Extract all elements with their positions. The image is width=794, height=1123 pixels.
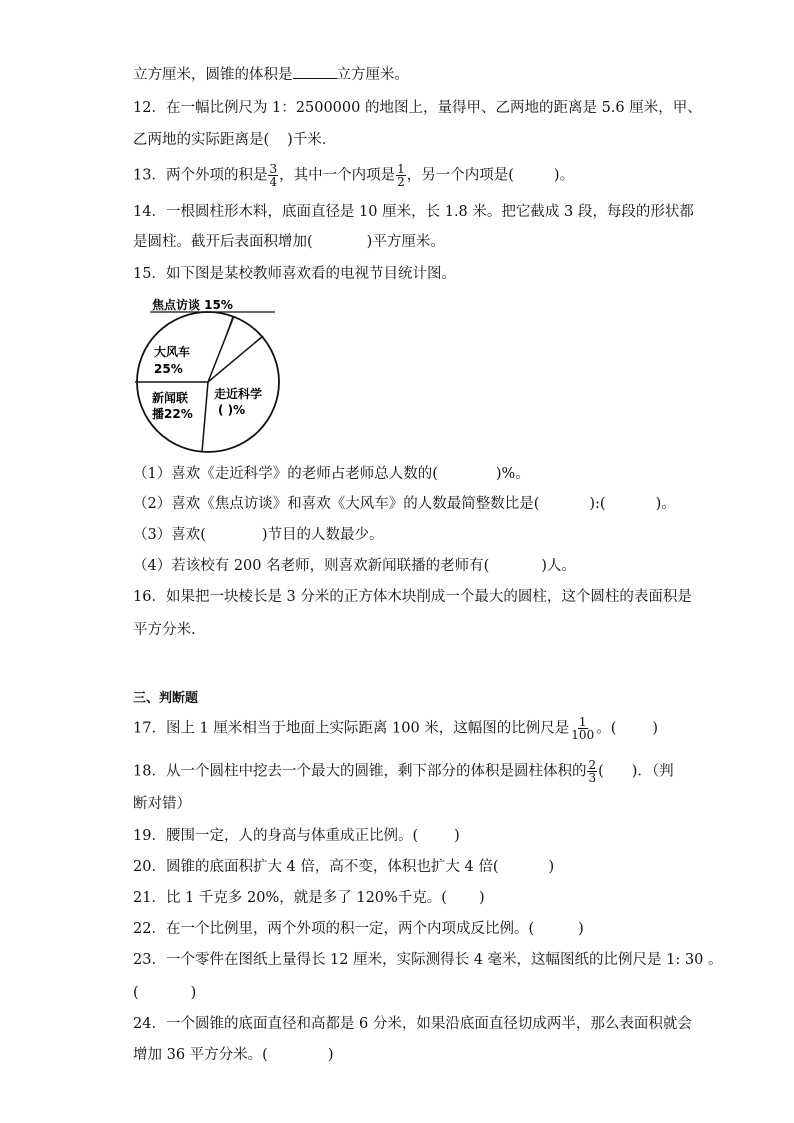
pie-pointer-line	[222, 316, 233, 347]
q23-text-a: (	[133, 985, 139, 1001]
q18-text-c: )．（判	[631, 763, 674, 780]
q12-text-a: 乙两地的实际距离是(	[133, 132, 270, 148]
q17-denominator: 100	[571, 728, 595, 742]
q12-line1: 12．在一幅比例尺为 1：2500000 的地图上，量得甲、乙两地的距离是 5.6 厘米，甲、	[133, 100, 702, 116]
q24-line1: 24．一个圆锥的底面直径和高都是 6 分米，如果沿底面直径切成两半，那么表面积就会	[133, 1016, 692, 1032]
q13-fraction-2	[396, 163, 406, 188]
q11-tail	[133, 64, 409, 85]
pie-label-jiaodian: 焦点访谈 15%	[152, 298, 233, 312]
q19-text-b: )	[454, 828, 460, 844]
q15-s1-text-b: )%。	[495, 466, 530, 482]
q13-text-d: )。	[553, 167, 575, 184]
q14-text-b: )平方厘米。	[366, 234, 445, 250]
pie-label-zoujin: 走近科学	[214, 387, 263, 401]
pie-label-xinwen: 新闻联	[152, 391, 189, 405]
q15-s4-text-a: （4）若该校有 200 名老师，则喜欢新闻联播的老师有(	[133, 558, 490, 574]
q13-text-b: ，其中一个内项是	[279, 167, 396, 184]
q18-text-b: (	[598, 763, 604, 780]
q24-line2	[133, 1045, 334, 1065]
q14-line1: 14．一根圆柱形木料，底面直径是 10 厘米，长 1.8 米。把它截成 3 段，每段的形状都	[133, 204, 694, 220]
pie-label-zoujin-pct: ( )%	[218, 403, 246, 417]
q17-text-a: 17．图上 1 厘米相当于地面上实际距离 100 米，这幅图的比例尺是	[133, 720, 570, 737]
q16-line1: 16．如果把一块棱长是 3 分米的正方体木块削成一个最大的圆柱，这个圆柱的表面积是	[133, 589, 692, 605]
q23-text-b: )	[190, 985, 197, 1001]
q20-text-b: )	[548, 859, 555, 875]
q20	[133, 857, 554, 877]
q19	[133, 826, 460, 846]
q14-text-a: 是圆柱。截开后表面积增加(	[133, 234, 313, 250]
q15-s2-text-a: （2）喜欢《焦点访谈》和喜欢《大风车》的人数最简整数比是(	[133, 496, 540, 512]
q13	[133, 163, 574, 188]
q21	[133, 888, 485, 908]
q13-f2-numerator: 1	[397, 162, 405, 176]
q20-text-a: 20．圆锥的底面积扩大 4 倍，高不变，体积也扩大 4 倍(	[133, 859, 499, 875]
q21-text-b: )	[478, 890, 485, 906]
q14-line2	[133, 232, 445, 252]
q15-sub4	[133, 556, 576, 576]
q11-blank[interactable]	[293, 64, 337, 79]
q23-line2	[133, 983, 196, 1003]
q18-numerator: 2	[588, 758, 597, 772]
q18-line1	[133, 759, 674, 784]
q12-text-b: )千米．	[287, 132, 337, 148]
q22	[133, 919, 584, 939]
q15-s1-text-a: （1）喜欢《走近科学》的老师占老师总人数的(	[133, 466, 438, 482]
q17-fraction	[570, 716, 595, 741]
q17-text-c: )	[652, 720, 659, 737]
q24-text-b: )	[327, 1047, 334, 1063]
pie-label-xinwen-pct: 播22%	[152, 407, 193, 421]
q22-text-b: )	[578, 921, 584, 937]
q15-text: 15．如下图是某校教师喜欢看的电视节目统计图。	[133, 266, 456, 282]
q13-text-a: 13．两个外项的积是	[133, 167, 268, 184]
q23-line1: 23．一个零件在图纸上量得长 12 厘米，实际测得长 4 毫米，这幅图纸的比例尺是 1: 30 。	[133, 952, 723, 968]
q21-text-a: 21．比 1 千克多 20%，就是多了 120%千克。(	[133, 890, 447, 906]
q17	[133, 716, 658, 741]
section-title: 三、判断题	[133, 691, 199, 706]
q13-f1-denominator: 4	[269, 175, 278, 189]
q17-numerator: 1	[578, 715, 587, 729]
pie-divider-bottom	[202, 382, 208, 452]
q11-text-b: 立方厘米。	[336, 67, 409, 83]
q18-text-a: 18．从一个圆柱中挖去一个最大的圆锥，剩下部分的体积是圆柱体积的	[133, 763, 587, 780]
q22-text-a: 22．在一个比例里，两个外项的积一定，两个内项成反比例。(	[133, 921, 535, 937]
q15-sub1	[133, 464, 530, 484]
q16-line2: 平方分米.	[133, 622, 196, 638]
q12-line2	[133, 130, 336, 150]
q18-fraction	[587, 759, 597, 784]
q17-text-b: 。(	[596, 720, 617, 737]
q15-sub3	[133, 525, 384, 545]
q19-text-a: 19．腰围一定，人的身高与体重成正比例。(	[133, 828, 419, 844]
q15-s2-text-c: )。	[655, 496, 676, 512]
q11-text-a: 立方厘米，圆锥的体积是	[133, 67, 293, 83]
q18-line2: 断对错）	[133, 796, 191, 812]
q15-s3-text-b: )节目的人数最少。	[261, 527, 384, 543]
pie-chart	[130, 292, 290, 456]
q13-fraction-1	[268, 163, 278, 188]
q18-denominator: 3	[588, 771, 597, 785]
q15-s3-text-a: （3）喜欢(	[133, 527, 206, 543]
q15-sub2	[133, 494, 676, 514]
q15-s4-text-b: )人。	[541, 558, 576, 574]
q13-text-c: ，另一个内项是(	[406, 167, 514, 184]
q24-text-a: 增加 36 平方分米。(	[133, 1047, 268, 1063]
q13-f2-denominator: 2	[397, 175, 405, 189]
q13-f1-numerator: 3	[269, 162, 278, 176]
q15-s2-text-b: ):(	[589, 496, 606, 512]
pie-label-dafengche: 大风车	[154, 345, 191, 359]
pie-divider-right	[208, 336, 263, 382]
pie-label-dafengche-pct: 25%	[154, 362, 183, 376]
